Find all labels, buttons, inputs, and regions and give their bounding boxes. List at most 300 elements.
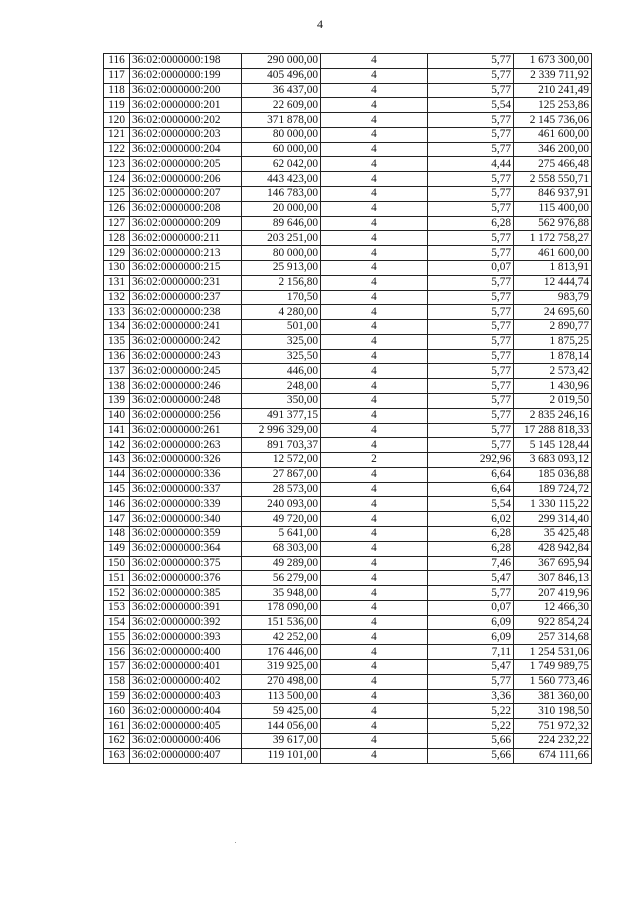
category-value: 4 [321,482,428,497]
table-row [104,364,592,379]
area-value: 491 377,15 [242,408,321,423]
amount-value: 983,79 [514,290,592,305]
row-number: 116 [104,54,130,69]
area-value: 89 646,00 [242,216,321,231]
category-value: 4 [321,645,428,660]
cadastral-number: 36:02:0000000:256 [130,408,242,423]
rate-value: 5,77 [428,320,514,335]
row-number: 152 [104,586,130,601]
rate-value: 292,96 [428,453,514,468]
amount-value: 2 339 711,92 [514,68,592,83]
row-number: 126 [104,201,130,216]
area-value: 80 000,00 [242,127,321,142]
row-number: 118 [104,83,130,98]
row-number: 141 [104,423,130,438]
cadastral-number: 36:02:0000000:204 [130,142,242,157]
table-row [104,216,592,231]
cadastral-number: 36:02:0000000:392 [130,615,242,630]
area-value: 151 536,00 [242,615,321,630]
cadastral-number: 36:02:0000000:263 [130,438,242,453]
table-row [104,320,592,335]
amount-value: 1 330 115,22 [514,497,592,512]
category-value: 4 [321,660,428,675]
area-value: 2 996 329,00 [242,423,321,438]
category-value: 4 [321,364,428,379]
amount-value: 24 695,60 [514,305,592,320]
area-value: 178 090,00 [242,600,321,615]
category-value: 4 [321,349,428,364]
category-value: 4 [321,615,428,630]
area-value: 36 437,00 [242,83,321,98]
area-value: 56 279,00 [242,571,321,586]
category-value: 4 [321,512,428,527]
area-value: 119 101,00 [242,748,321,763]
table-row [104,689,592,704]
row-number: 125 [104,187,130,202]
table-row [104,645,592,660]
category-value: 4 [321,556,428,571]
cadastral-number: 36:02:0000000:215 [130,260,242,275]
cadastral-number: 36:02:0000000:207 [130,187,242,202]
amount-value: 1 673 300,00 [514,54,592,69]
area-value: 39 617,00 [242,733,321,748]
row-number: 160 [104,704,130,719]
cadastral-number: 36:02:0000000:241 [130,320,242,335]
rate-value: 6,64 [428,482,514,497]
cadastral-number: 36:02:0000000:359 [130,527,242,542]
row-number: 129 [104,246,130,261]
area-value: 49 720,00 [242,512,321,527]
area-value: 405 496,00 [242,68,321,83]
category-value: 4 [321,586,428,601]
category-value: 4 [321,600,428,615]
amount-value: 1 878,14 [514,349,592,364]
table-row [104,423,592,438]
category-value: 4 [321,83,428,98]
category-value: 4 [321,54,428,69]
row-number: 161 [104,719,130,734]
row-number: 139 [104,393,130,408]
table-row [104,467,592,482]
row-number: 133 [104,305,130,320]
rate-value: 5,77 [428,231,514,246]
category-value: 4 [321,305,428,320]
table-row [104,660,592,675]
rate-value: 5,47 [428,660,514,675]
table-row [104,68,592,83]
amount-value: 846 937,91 [514,187,592,202]
amount-value: 17 288 818,33 [514,423,592,438]
row-number: 132 [104,290,130,305]
area-value: 20 000,00 [242,201,321,216]
cadastral-number: 36:02:0000000:237 [130,290,242,305]
cadastral-number: 36:02:0000000:208 [130,201,242,216]
rate-value: 5,66 [428,733,514,748]
category-value: 4 [321,157,428,172]
rate-value: 5,77 [428,127,514,142]
cadastral-number: 36:02:0000000:238 [130,305,242,320]
row-number: 159 [104,689,130,704]
category-value: 4 [321,467,428,482]
amount-value: 2 835 246,16 [514,408,592,423]
rate-value: 5,77 [428,423,514,438]
rate-value: 5,77 [428,438,514,453]
row-number: 128 [104,231,130,246]
rate-value: 5,47 [428,571,514,586]
category-value: 4 [321,113,428,128]
row-number: 137 [104,364,130,379]
cadastral-number: 36:02:0000000:400 [130,645,242,660]
area-value: 25 913,00 [242,260,321,275]
cadastral-number: 36:02:0000000:211 [130,231,242,246]
category-value: 4 [321,127,428,142]
area-value: 28 573,00 [242,482,321,497]
row-number: 134 [104,320,130,335]
amount-value: 381 360,00 [514,689,592,704]
table-row [104,512,592,527]
table-row [104,83,592,98]
row-number: 123 [104,157,130,172]
cadastral-number: 36:02:0000000:209 [130,216,242,231]
amount-value: 367 695,94 [514,556,592,571]
area-value: 248,00 [242,379,321,394]
row-number: 122 [104,142,130,157]
table-row [104,142,592,157]
rate-value: 5,77 [428,334,514,349]
cadastral-number: 36:02:0000000:248 [130,393,242,408]
rate-value: 6,09 [428,615,514,630]
rate-value: 5,77 [428,113,514,128]
table-row [104,482,592,497]
rate-value: 5,77 [428,275,514,290]
rate-value: 6,64 [428,467,514,482]
cadastral-number: 36:02:0000000:198 [130,54,242,69]
row-number: 131 [104,275,130,290]
category-value: 4 [321,172,428,187]
category-value: 4 [321,630,428,645]
cadastral-number: 36:02:0000000:206 [130,172,242,187]
table-row [104,556,592,571]
amount-value: 12 466,30 [514,600,592,615]
table-body [104,54,592,764]
amount-value: 2 145 736,06 [514,113,592,128]
area-value: 891 703,37 [242,438,321,453]
area-value: 49 289,00 [242,556,321,571]
table-row [104,527,592,542]
amount-value: 346 200,00 [514,142,592,157]
area-value: 144 056,00 [242,719,321,734]
row-number: 163 [104,748,130,763]
amount-value: 224 232,22 [514,733,592,748]
table-row [104,275,592,290]
area-value: 62 042,00 [242,157,321,172]
row-number: 151 [104,571,130,586]
amount-value: 125 253,86 [514,98,592,113]
area-value: 443 423,00 [242,172,321,187]
rate-value: 7,46 [428,556,514,571]
amount-value: 3 683 093,12 [514,453,592,468]
scan-speck [235,842,236,843]
row-number: 153 [104,600,130,615]
rate-value: 6,28 [428,527,514,542]
category-value: 4 [321,216,428,231]
cadastral-number: 36:02:0000000:339 [130,497,242,512]
cadastral-number: 36:02:0000000:326 [130,453,242,468]
amount-value: 5 145 128,44 [514,438,592,453]
row-number: 138 [104,379,130,394]
area-value: 270 498,00 [242,674,321,689]
area-value: 80 000,00 [242,246,321,261]
table-row [104,748,592,763]
cadastral-number: 36:02:0000000:246 [130,379,242,394]
area-value: 59 425,00 [242,704,321,719]
area-value: 176 446,00 [242,645,321,660]
cadastral-table [103,53,592,764]
amount-value: 461 600,00 [514,127,592,142]
table-row [104,600,592,615]
table-row [104,187,592,202]
cadastral-number: 36:02:0000000:375 [130,556,242,571]
rate-value: 5,77 [428,68,514,83]
table-row [104,586,592,601]
rate-value: 5,77 [428,364,514,379]
amount-value: 115 400,00 [514,201,592,216]
category-value: 4 [321,674,428,689]
area-value: 22 609,00 [242,98,321,113]
rate-value: 5,77 [428,379,514,394]
row-number: 149 [104,541,130,556]
amount-value: 275 466,48 [514,157,592,172]
rate-value: 5,22 [428,719,514,734]
category-value: 4 [321,733,428,748]
area-value: 68 303,00 [242,541,321,556]
table-row [104,438,592,453]
cadastral-number: 36:02:0000000:201 [130,98,242,113]
table-row [104,260,592,275]
cadastral-number: 36:02:0000000:243 [130,349,242,364]
area-value: 170,50 [242,290,321,305]
table-row [104,201,592,216]
rate-value: 5,54 [428,98,514,113]
rate-value: 7,11 [428,645,514,660]
cadastral-number: 36:02:0000000:393 [130,630,242,645]
row-number: 154 [104,615,130,630]
table-row [104,231,592,246]
category-value: 4 [321,393,428,408]
amount-value: 12 444,74 [514,275,592,290]
category-value: 4 [321,571,428,586]
table-row [104,305,592,320]
cadastral-number: 36:02:0000000:242 [130,334,242,349]
row-number: 147 [104,512,130,527]
category-value: 4 [321,246,428,261]
table-row [104,615,592,630]
table-row [104,733,592,748]
table-row [104,674,592,689]
area-value: 27 867,00 [242,467,321,482]
amount-value: 1 172 758,27 [514,231,592,246]
rate-value: 4,44 [428,157,514,172]
amount-value: 189 724,72 [514,482,592,497]
rate-value: 5,77 [428,586,514,601]
area-value: 350,00 [242,393,321,408]
cadastral-number: 36:02:0000000:340 [130,512,242,527]
cadastral-number: 36:02:0000000:404 [130,704,242,719]
rate-value: 5,66 [428,748,514,763]
rate-value: 0,07 [428,600,514,615]
category-value: 4 [321,748,428,763]
category-value: 4 [321,187,428,202]
rate-value: 5,77 [428,142,514,157]
category-value: 4 [321,719,428,734]
amount-value: 307 846,13 [514,571,592,586]
row-number: 121 [104,127,130,142]
area-value: 4 280,00 [242,305,321,320]
rate-value: 5,77 [428,201,514,216]
amount-value: 1 875,25 [514,334,592,349]
amount-value: 2 558 550,71 [514,172,592,187]
table-row [104,334,592,349]
cadastral-number: 36:02:0000000:405 [130,719,242,734]
rate-value: 5,77 [428,674,514,689]
rate-value: 5,77 [428,305,514,320]
amount-value: 310 198,50 [514,704,592,719]
area-value: 240 093,00 [242,497,321,512]
row-number: 162 [104,733,130,748]
cadastral-number: 36:02:0000000:202 [130,113,242,128]
rate-value: 5,77 [428,54,514,69]
rate-value: 5,22 [428,704,514,719]
cadastral-number: 36:02:0000000:200 [130,83,242,98]
row-number: 127 [104,216,130,231]
rate-value: 3,36 [428,689,514,704]
row-number: 156 [104,645,130,660]
table-row [104,349,592,364]
amount-value: 207 419,96 [514,586,592,601]
amount-value: 1 430,96 [514,379,592,394]
row-number: 148 [104,527,130,542]
category-value: 4 [321,423,428,438]
category-value: 4 [321,438,428,453]
rate-value: 5,77 [428,187,514,202]
category-value: 4 [321,142,428,157]
cadastral-number: 36:02:0000000:385 [130,586,242,601]
cadastral-number: 36:02:0000000:406 [130,733,242,748]
category-value: 4 [321,201,428,216]
rate-value: 5,77 [428,393,514,408]
rate-value: 6,28 [428,216,514,231]
table-row [104,393,592,408]
amount-value: 257 314,68 [514,630,592,645]
cadastral-number: 36:02:0000000:245 [130,364,242,379]
area-value: 203 251,00 [242,231,321,246]
category-value: 4 [321,379,428,394]
cadastral-number: 36:02:0000000:364 [130,541,242,556]
row-number: 150 [104,556,130,571]
table-row [104,172,592,187]
area-value: 501,00 [242,320,321,335]
row-number: 119 [104,98,130,113]
amount-value: 185 036,88 [514,467,592,482]
amount-value: 2 573,42 [514,364,592,379]
category-value: 4 [321,98,428,113]
amount-value: 210 241,49 [514,83,592,98]
area-value: 371 878,00 [242,113,321,128]
cadastral-number: 36:02:0000000:337 [130,482,242,497]
rate-value: 5,54 [428,497,514,512]
amount-value: 299 314,40 [514,512,592,527]
table-row [104,571,592,586]
table-row [104,719,592,734]
cadastral-number: 36:02:0000000:203 [130,127,242,142]
area-value: 42 252,00 [242,630,321,645]
page-number: 4 [317,17,323,31]
amount-value: 1 254 531,06 [514,645,592,660]
cadastral-number: 36:02:0000000:336 [130,467,242,482]
area-value: 290 000,00 [242,54,321,69]
row-number: 136 [104,349,130,364]
area-value: 146 783,00 [242,187,321,202]
table-row [104,290,592,305]
rate-value: 5,77 [428,408,514,423]
area-value: 319 925,00 [242,660,321,675]
amount-value: 922 854,24 [514,615,592,630]
amount-value: 1 560 773,46 [514,674,592,689]
table-row [104,704,592,719]
amount-value: 674 111,66 [514,748,592,763]
category-value: 4 [321,408,428,423]
table-row [104,98,592,113]
amount-value: 2 019,50 [514,393,592,408]
amount-value: 2 890,77 [514,320,592,335]
rate-value: 6,09 [428,630,514,645]
cadastral-number: 36:02:0000000:391 [130,600,242,615]
table-row [104,630,592,645]
table-row [104,157,592,172]
row-number: 117 [104,68,130,83]
area-value: 60 000,00 [242,142,321,157]
area-value: 2 156,80 [242,275,321,290]
cadastral-number: 36:02:0000000:213 [130,246,242,261]
table-row [104,408,592,423]
rate-value: 5,77 [428,83,514,98]
area-value: 325,50 [242,349,321,364]
category-value: 4 [321,275,428,290]
category-value: 4 [321,689,428,704]
cadastral-number: 36:02:0000000:199 [130,68,242,83]
rate-value: 5,77 [428,172,514,187]
category-value: 4 [321,527,428,542]
cadastral-number: 36:02:0000000:403 [130,689,242,704]
row-number: 158 [104,674,130,689]
rate-value: 5,77 [428,246,514,261]
area-value: 12 572,00 [242,453,321,468]
amount-value: 562 976,88 [514,216,592,231]
row-number: 157 [104,660,130,675]
table-row [104,54,592,69]
category-value: 4 [321,290,428,305]
category-value: 4 [321,231,428,246]
row-number: 135 [104,334,130,349]
amount-value: 751 972,32 [514,719,592,734]
area-value: 113 500,00 [242,689,321,704]
category-value: 4 [321,704,428,719]
cadastral-number: 36:02:0000000:401 [130,660,242,675]
rate-value: 6,02 [428,512,514,527]
category-value: 4 [321,68,428,83]
row-number: 130 [104,260,130,275]
cadastral-number: 36:02:0000000:402 [130,674,242,689]
